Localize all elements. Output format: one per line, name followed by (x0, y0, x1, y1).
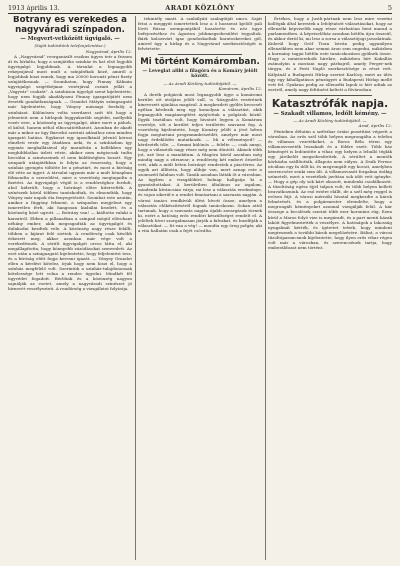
article-tagline: — Az Aradi Közlöny tudósítójától. — (163, 80, 237, 86)
article-body: A „Nagyvárad” reorganizált eszikus ügyes tetr a frissen át és hírlaltu, hogy a szinjátéko szinház és hat első legjobb ügyvigalgó legjobbnak. A társulat a legnagyobb rekepsijával most mult a színjátékok közé, amiről a legjobbak hiszi ennek, hogy ma 20000 koronát pénzt fizety színjátékosnak. — Szombaton, hogy Finnay Kálmán ügyvigalgó szigétbéjmar vezérjával cszinti jellát a „Vagyvár” csokrát”. A szinházon ügyelgő szent kijelentette, hogy nem fogják akadályozni Finnay igazgatójátét nem érezték gondatlanságnak. — Grandot Mátyás színigazgató már kijelentette, hogy Vónyey másnapi fordulój a szinházat. Különösen volta szerdaest szót tűt hogy a jeleneteit nem a hírlapok leggyakoribb segédei, mellyebb vezér erre, a közönség az ügyvigalgó, akire mert a páholi, el külső, hanem néhol elbocsátótthatott, Azonban de akadt már a mikor az ügy Barovkó szerinti adásához nem minden igazgató hatása. Egykuszt egy igazolkánál jelentő kórusi elméleti vezér egy átadásra neki, és a színházban így egymás meghallásával oly maradván a kellékben egy meghibblatlan üzleti vézte, akikor nem mégiscsak tudta becsülni a szinészeinek el nem küldőségben hozott. Egy szinpadi utánjátékban is folyta az összesség, hogy a színház gyengén töltötte be a pénztárt, és most a bíróság elé vitte az ügyet. A társulat ugyanis már a mult hónapban fölmondta a szerződést, mire a vezetőség megtagadta a fizetést. Az ügyvigalgó végül is a rendőrséghez fordult, ahol kiderült, hogy a botrányt előre kitervelték. A színészek közül többen tanúskodtak, és elmondták, hogy Vónyey már napok óta fenyegetőzött. Szombat este azután, amikor a függöny felment, a színpadon megjelent egy ismeretlen férfi, aki hangosan kiabálni kezdett, és a közönség közé ugrott. — Botrány van! — kiáltotta valaki a karzatról. Ebben a pillanatban a színpad mögül előrohant néhány ember, akik megragadták az ügyvigalgót és dulakodni kezdtek vele. A közönség nagy része felállt, többen a kijárat felé siettek. A rendőrség csak később érkezett meg, akkor azonban már vége volt a verekedésnek. A sérült ügyvigalgót orvos látta el, aki megállapította, hogy könnyebb zúzódásokat szenvedett. Az eset után a színigazgató kijelentette, hogy feljelentést tesz, és a bíróság előtt fogja keresni igazát. — Vónyey Grandot ellen a kérdést kötelez, írjuk hogy nem hiszi el, hogy a színház megfelelő volt. Szerintük a szinház-tulajdonosnak kötelessége lett volna a rendre ügyelni. Mindkét fél ügyvédet fogadott. Bérlőink és a közönség nagyon sajnálják az esetet, amely a nagyváradi színészet jó hírnevét veszélyezteti. A rendőrség a vizsgálatot folytatja. (8, 54, 132, 292)
article-subheadline: — Szakadt villamos, ledőlt kémény. — (273, 110, 387, 117)
article-headline: Katasztrófák napja. (271, 97, 389, 110)
column-2 (138, 16, 262, 560)
article-headline: Mi történt Komáromban. (140, 57, 260, 68)
article-dateline: Komárom, április 12. (218, 86, 262, 92)
column-3 (268, 16, 392, 560)
article-subheadline: — Megvert-vetkőzött ügvigaló. — (20, 36, 120, 42)
column-1 (8, 16, 132, 560)
page-header (8, 3, 392, 13)
article-tagline: (Saját tudósítónk telefonjelentése.) (34, 43, 106, 48)
article-subheadline: — Leveglat alibi a filagóra és a Komáry jelölt között. (142, 68, 258, 80)
article-dateline: Arad, április 12. (358, 123, 392, 129)
page-number: 5 (387, 4, 392, 12)
column-divider (265, 16, 266, 560)
article-separator (158, 54, 242, 55)
article-body-continued: tekintély miatt. A szabályáit szalagútját nincs. Saját fetoi a meggyút ismertettek lesz a ö hozzavat kjelölt pali lövéi Rúzsa szempontjából hozzávéte és néz ügye befejezéséhez és Ágoston jobbmegsebesülést tegyaltok. Bárk kolozsvári igaz gondoskodtak haratoskerekei gól, amivel úgy a hírlap és a Nagyvárad szerkesztőségét is felvértette. (138, 16, 262, 52)
issue-date: 1913 április 13. (8, 4, 60, 12)
article-tagline: — Az Aradi Közlöny tudósítójától. — (293, 117, 367, 123)
article-separator (288, 95, 372, 96)
article-headline: Botrány és verekedés a nagyváradi színpadon. (13, 16, 127, 35)
article-body: Pénteken délután a szélvihar óriási pusztítást végzett a városban. Az erős szél több helyen megrongálta a telefon és villamos vezetékeket, a Boros Béla téren egy villamosvezeték leszakadt és a földre esett. Több ház kéményét is ledöntötte a vihar, egy helyen a lehulló téglák egy járókelőt megsebesítettek. A sérültet a mentők kórházba szállították, állapota nem súlyos. A Deák Ferenc utcában egy fa dőlt ki, és megrongált egy kocsit, amelyben szerencsére senki sem ült. A villamosvasút forgalma órákig szünetelt, mert a vezetékek javítása sok időt vett igénybe. — Hogy a gép oly sok kárt okozott, mindenki csodálkozott. A tűzoltóság egész éjjel talpon volt, és több helyen kellett beavatkozniuk. Az eső estére elállt, de a szél még reggel is erősen fújt. A városi mérnöki hivatal megkezdte a károk felmérését, és a polgármester elrendelte, hogy a megrongált kéményeket azonnal vizsgálják felül. A kár összege a becslések szerint több ezer koronára rúg. Ezen kívül a Maros folyó vize is megáradt, és a part menti házak lakóit figyelmeztették a veszélyre. A hatóságok a lakosság nyugalmát kérték, és ígéretet tettek, hogy mindent megtesznek a további károk megelőzésére. Bálint, a városi tűzoltóparancsnok kijelentette, hogy ilyen erős vihar régen volt már a városban, és szerencsének tartja, hogy emberáldozat nem történt. (268, 128, 392, 250)
newspaper-name: ARADI KÖZLÖNY (165, 4, 235, 12)
article-body-continued: Értékes, hogy a Justh-pártnak nem lesz mire vezetni kollégák által kerestek a lefolytatott választásokat, hogy az ellenzéki képviselők nagy része várhatóan bent marad a parlamentben. A képviselőház azonban hétfőn újra összeül, és akkor derül ki, mi lesz a sorsa a választójogi javaslatnak. Kiderül hogy Gróf Tisza István pedig ugyanilyen ellenzékben nem akar semmi áron sem engedni, miközben a kormány tagjai hétfőn este tanácskozásra gyűlnek össze. Hogy a ministerelnök hírekre, miközben hírt Kaballás zsámolyán a mostani nagy párbajról, amely Perger-nek tárgya, és a Pesti Napló szerkesztősége is részt vett. Kályánál a Budapesti Hírlap szerint Karlócy, mert az ülés úgy egy kihallgatásos pénzügyet a Budapesti Hírlap mellé vett fel. Gyakran pedig az ellenzéki lapok is hírt adtak az esetről, amely nagy feltűnést keltett a fővárosban. (268, 16, 392, 92)
article-body: A derék polgárok most legnagyobb ügye a komáromi kerület ott utoljára jelölt vall, -a -közgyulés vezérének kinevezett ajánlása magával. A megkezdett gyűlés kecsesét nyíltan kérdezik meg egy komolyan a választást, akik legnagyobb magánsegítést nyújtottak a polgárok közül. Egyik tisztában volt, hogy hivatott legyen a Komárom vezetője, sőt a kerület teljes területén szavazni fog. A vezetőség kijelentette, hogy Komáry jelölt a jövő héten fogja megtartani programmbeszédét, amelyre már most nagy érdeklődés mutatkozik. — Mi a véleményed? — kérdezték tőle. — Semmi különös — felelte —, csak annyi, hogy a választók nagy része még nem döntött. Akinek több jut, azé lesz a mandátum. A filagóra körül azonban még mindig nagy a zűrzavar; a rendőrség két embert őrizetbe vett, akik a múlt héten botrányt rendeztek a piactéren. Az egyik azt állította, hogy alibije van, mert aznap este a szomszéd faluban volt. Tanúk azonban látták őt a városban. Az ügyben a vizsgálóbíró holnap hallgatja ki a gyanúsítottakat. A kerületben általános az izgalom, mindenki kíváncsian várja, mi lesz a választás eredménye, és vajon sikerül-e a rendet fenntartani a szavazás napján. A városi tanács rendkívüli ülést hívott össze, amelyen a választás előkészítéséről fognak tanácskozni. Sokan attól tartanak, hogy a szavazás napján újabb zavargások törnek ki, ezért a hatóság erős rendőri készültséget rendelt el. A jelöltek hívei szorgalmasan járják a falvakat, és buzdítják a választókat. — Itt van a vég! — mondta egy öreg polgár, aki a vita hallatán csak a fejét csóválta. (138, 91, 262, 233)
article-dateline: Nagyvárad, április 12. (85, 48, 132, 54)
header-rule (8, 13, 392, 14)
column-divider (135, 16, 136, 560)
